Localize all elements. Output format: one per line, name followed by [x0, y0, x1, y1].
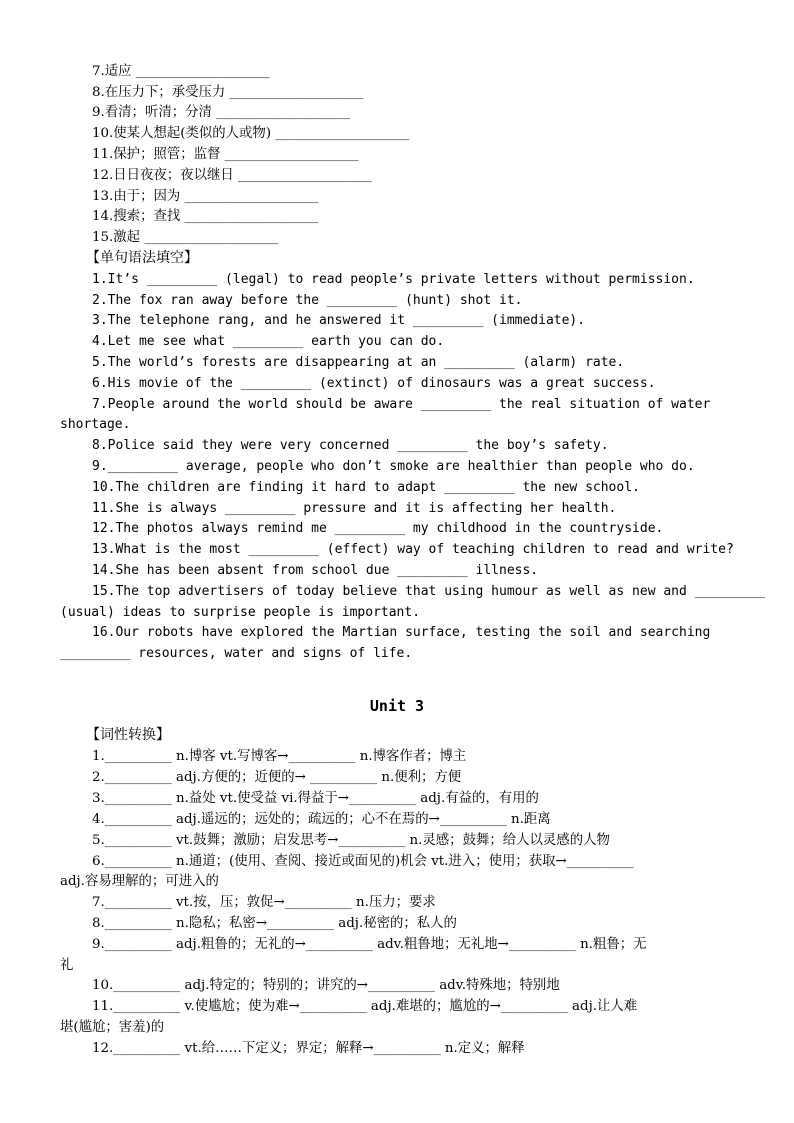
vocab-item-13: 13.由于；因为 ____________________ — [92, 189, 319, 204]
grammar-item-12: 12.The photos always remind me _________ my childhood in the countryside. — [92, 521, 664, 536]
wordform-item-5: 5.__________ vt.鼓舞；激励；启发思考→__________ n.灵感；鼓舞；给人以灵感的人物 — [92, 833, 610, 848]
grammar-item-7-cont: shortage. — [60, 417, 131, 432]
grammar-item-15: 15.The top advertisers of today believe that using humour as well as new and _________ — [92, 584, 766, 599]
grammar-item-2: 2.The fox ran away before the _________ (hunt) shot it. — [92, 293, 523, 308]
vocab-item-8: 8.在压力下；承受压力 ____________________ — [92, 85, 364, 100]
vocab-item-7: 7.适应 ____________________ — [92, 64, 270, 79]
grammar-item-14: 14.She has been absent from school due _________ illness. — [92, 563, 539, 578]
vocab-item-9: 9.看清；听清；分清 ____________________ — [92, 105, 351, 120]
grammar-item-16-cont: _________ resources, water and signs of life. — [60, 646, 413, 661]
grammar-item-15-cont: (usual) ideas to surprise people is important. — [60, 605, 421, 620]
grammar-section-heading: 【单句语法填空】 — [86, 250, 198, 266]
vocab-item-10: 10.使某人想起(类似的人或物) ____________________ — [92, 126, 410, 141]
wordform-item-11-cont: 堪(尴尬；害羞)的 — [60, 1020, 165, 1035]
vocab-item-11: 11.保护；照管；监督 ____________________ — [92, 147, 359, 162]
grammar-item-7: 7.People around the world should be aware _________ the real situation of water — [92, 397, 711, 412]
wordform-item-2: 2.__________ adj.方便的；近便的→ __________ n.便利；方便 — [92, 770, 462, 785]
wordform-item-11: 11.__________ v.使尴尬；使为难→__________ adj.难堪的；尴尬的→__________ adj.让人难 — [92, 999, 638, 1014]
wordform-item-4: 4.__________ adj.遥远的；远处的；疏远的；心不在焉的→__________ n.距离 — [92, 812, 551, 827]
wordform-section-heading: 【词性转换】 — [86, 727, 170, 743]
wordform-item-1: 1.__________ n.博客 vt.写博客→__________ n.博客作者；博主 — [92, 749, 467, 764]
grammar-item-16: 16.Our robots have explored the Martian surface, testing the soil and searching — [92, 625, 711, 640]
grammar-item-3: 3.The telephone rang, and he answered it _________ (immediate). — [92, 313, 586, 328]
wordform-item-10: 10.__________ adj.特定的；特别的；讲究的→__________ adv.特殊地；特别地 — [92, 978, 560, 993]
wordform-item-8: 8.__________ n.隐私；私密→__________ adj.秘密的；私人的 — [92, 916, 457, 931]
wordform-item-6-cont: adj.容易理解的；可进入的 — [60, 874, 219, 889]
grammar-item-5: 5.The world’s forests are disappearing at an _________ (alarm) rate. — [92, 355, 625, 370]
wordform-item-12: 12.__________ vt.给……下定义；界定；解释→__________ n.定义；解释 — [92, 1041, 525, 1056]
vocab-item-14: 14.搜索；查找 ____________________ — [92, 209, 319, 224]
wordform-item-6: 6.__________ n.通道；(使用、查阅、接近或面见的)机会 vt.进入；使用；获取→__________ — [92, 854, 634, 869]
unit-title: Unit 3 — [369, 697, 425, 715]
vocab-item-15: 15.激起 ____________________ — [92, 230, 279, 245]
grammar-item-4: 4.Let me see what _________ earth you can do. — [92, 334, 445, 349]
grammar-item-13: 13.What is the most _________ (effect) way of teaching children to read and write? — [92, 542, 734, 557]
grammar-item-9: 9._________ average, people who don’t smoke are healthier than people who do. — [92, 459, 695, 474]
grammar-item-8: 8.Police said they were very concerned _________ the boy’s safety. — [92, 438, 609, 453]
vocab-item-12: 12.日日夜夜；夜以继日 ____________________ — [92, 168, 372, 183]
grammar-item-1: 1.It’s _________ (legal) to read people’s private letters without permission. — [92, 272, 695, 287]
grammar-item-11: 11.She is always _________ pressure and it is affecting her health. — [92, 501, 617, 516]
wordform-item-9: 9.__________ adj.粗鲁的；无礼的→__________ adv.粗鲁地；无礼地→__________ n.粗鲁；无 — [92, 937, 647, 952]
wordform-item-3: 3.__________ n.益处 vt.使受益 vi.得益于→__________ adj.有益的，有用的 — [92, 791, 539, 806]
grammar-item-10: 10.The children are finding it hard to adapt _________ the new school. — [92, 480, 640, 495]
wordform-item-7: 7.__________ vt.按，压；敦促→__________ n.压力；要求 — [92, 895, 436, 910]
wordform-item-9-cont: 礼 — [60, 958, 74, 973]
grammar-item-6: 6.His movie of the _________ (extinct) of dinosaurs was a great success. — [92, 376, 656, 391]
